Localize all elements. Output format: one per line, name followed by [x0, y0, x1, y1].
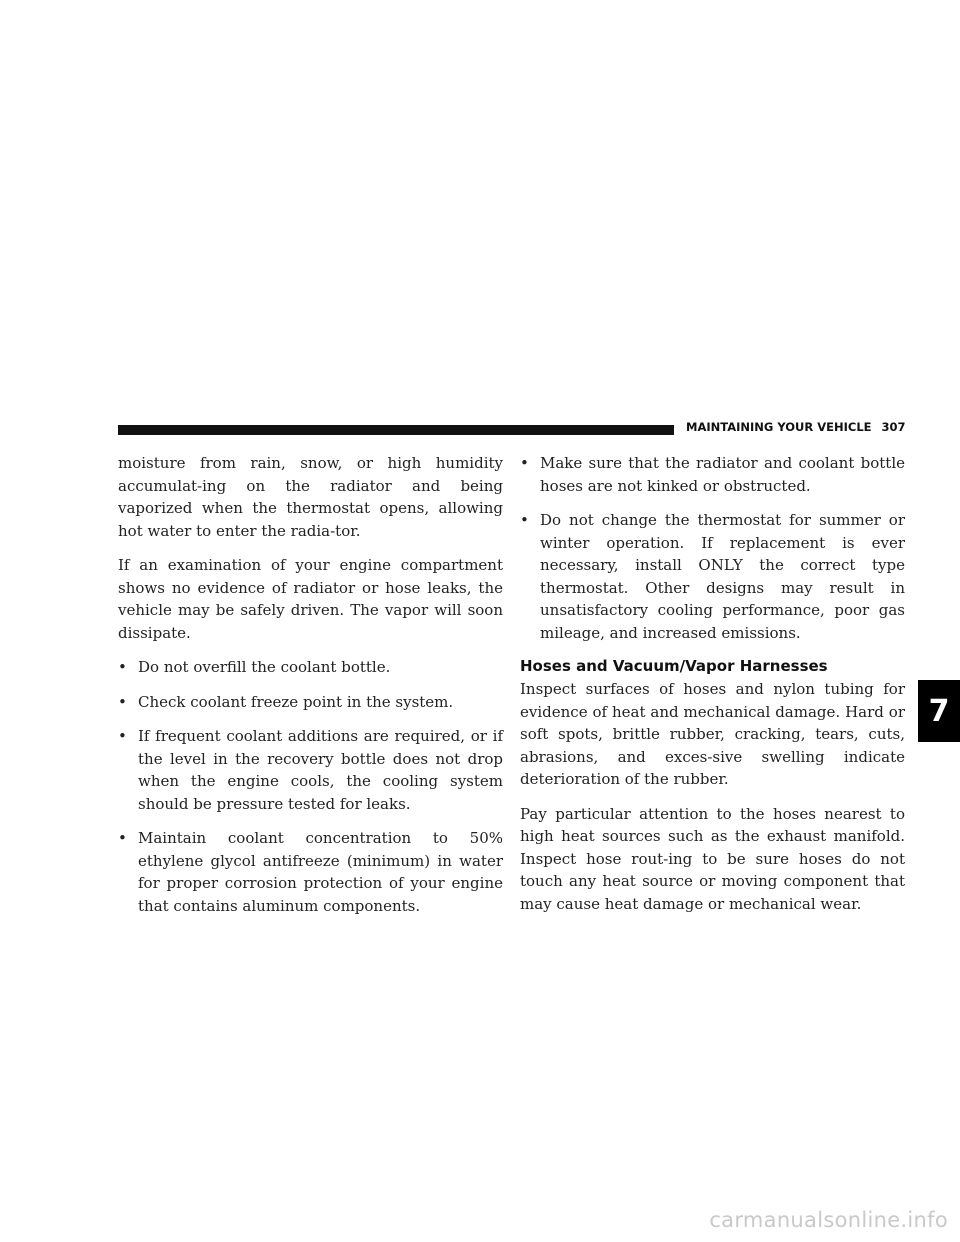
bullet-list [520, 452, 905, 644]
paragraph: Pay particular attention to the hoses nearest to high heat sources such as the exhaust manifold. Inspect hose rout-ing to be sure hoses do not touch any heat source or moving component that may cause heat damage or mechanical wear. [520, 804, 905, 913]
bullet-icon: • [118, 829, 127, 847]
bullet-icon: • [118, 692, 127, 711]
bullet-icon: • [118, 658, 127, 676]
chapter-tab: 7 [918, 680, 960, 742]
watermark-text: carmanualsonline.info [709, 1208, 948, 1232]
left-column [118, 452, 503, 929]
list-item [118, 725, 503, 815]
list-item-text: Do not overfill the coolant bottle. [138, 658, 391, 676]
section-title: MAINTAINING YOUR VEHICLE [686, 420, 872, 434]
bullet-icon: • [118, 727, 127, 745]
list-item-text: If frequent coolant additions are required, or if the level in the recovery bottle does not drop when the engine cools, the cooling system should be pressure tested for leaks. [138, 727, 503, 813]
list-item [118, 656, 503, 679]
list-item [520, 452, 905, 497]
right-column [520, 452, 905, 927]
bullet-icon: • [520, 511, 529, 529]
list-item [520, 509, 905, 644]
page-number: 307 [881, 420, 906, 434]
header-rule [118, 425, 674, 435]
list-item [118, 827, 503, 917]
paragraph: moisture from rain, snow, or high humidity accumulat-ing on the radiator and being vaporized when the thermostat opens, allowing hot water to enter the radia-tor. [118, 454, 503, 540]
list-item-text: Check coolant freeze point in the system. [138, 692, 454, 711]
bullet-list [118, 656, 503, 917]
bullet-icon: • [520, 454, 529, 472]
running-header [686, 420, 916, 434]
paragraph: Inspect surfaces of hoses and nylon tubing for evidence of heat and mechanical damage. Hard or soft spots, brittle rubber, cracking, tears, cuts, abrasions, and exces-sive swelling indicate deterioration of the rubber. [520, 680, 905, 788]
section-heading: Hoses and Vacuum/Vapor Harnesses [520, 657, 828, 675]
list-item-text: Maintain coolant concentration to 50% ethylene glycol antifreeze (minimum) in water for proper corrosion protection of your engine that contains aluminum components. [138, 829, 503, 915]
paragraph: If an examination of your engine compartment shows no evidence of radiator or hose leaks, the vehicle may be safely driven. The vapor will soon dissipate. [118, 556, 503, 642]
list-item [118, 691, 503, 714]
list-item-text: Make sure that the radiator and coolant bottle hoses are not kinked or obstructed. [540, 454, 905, 495]
list-item-text: Do not change the thermostat for summer or winter operation. If replacement is ever necessary, install ONLY the correct type thermostat. Other designs may result in unsatisfactory cooling performance, poor gas mileage, and increased emissions. [540, 511, 905, 642]
